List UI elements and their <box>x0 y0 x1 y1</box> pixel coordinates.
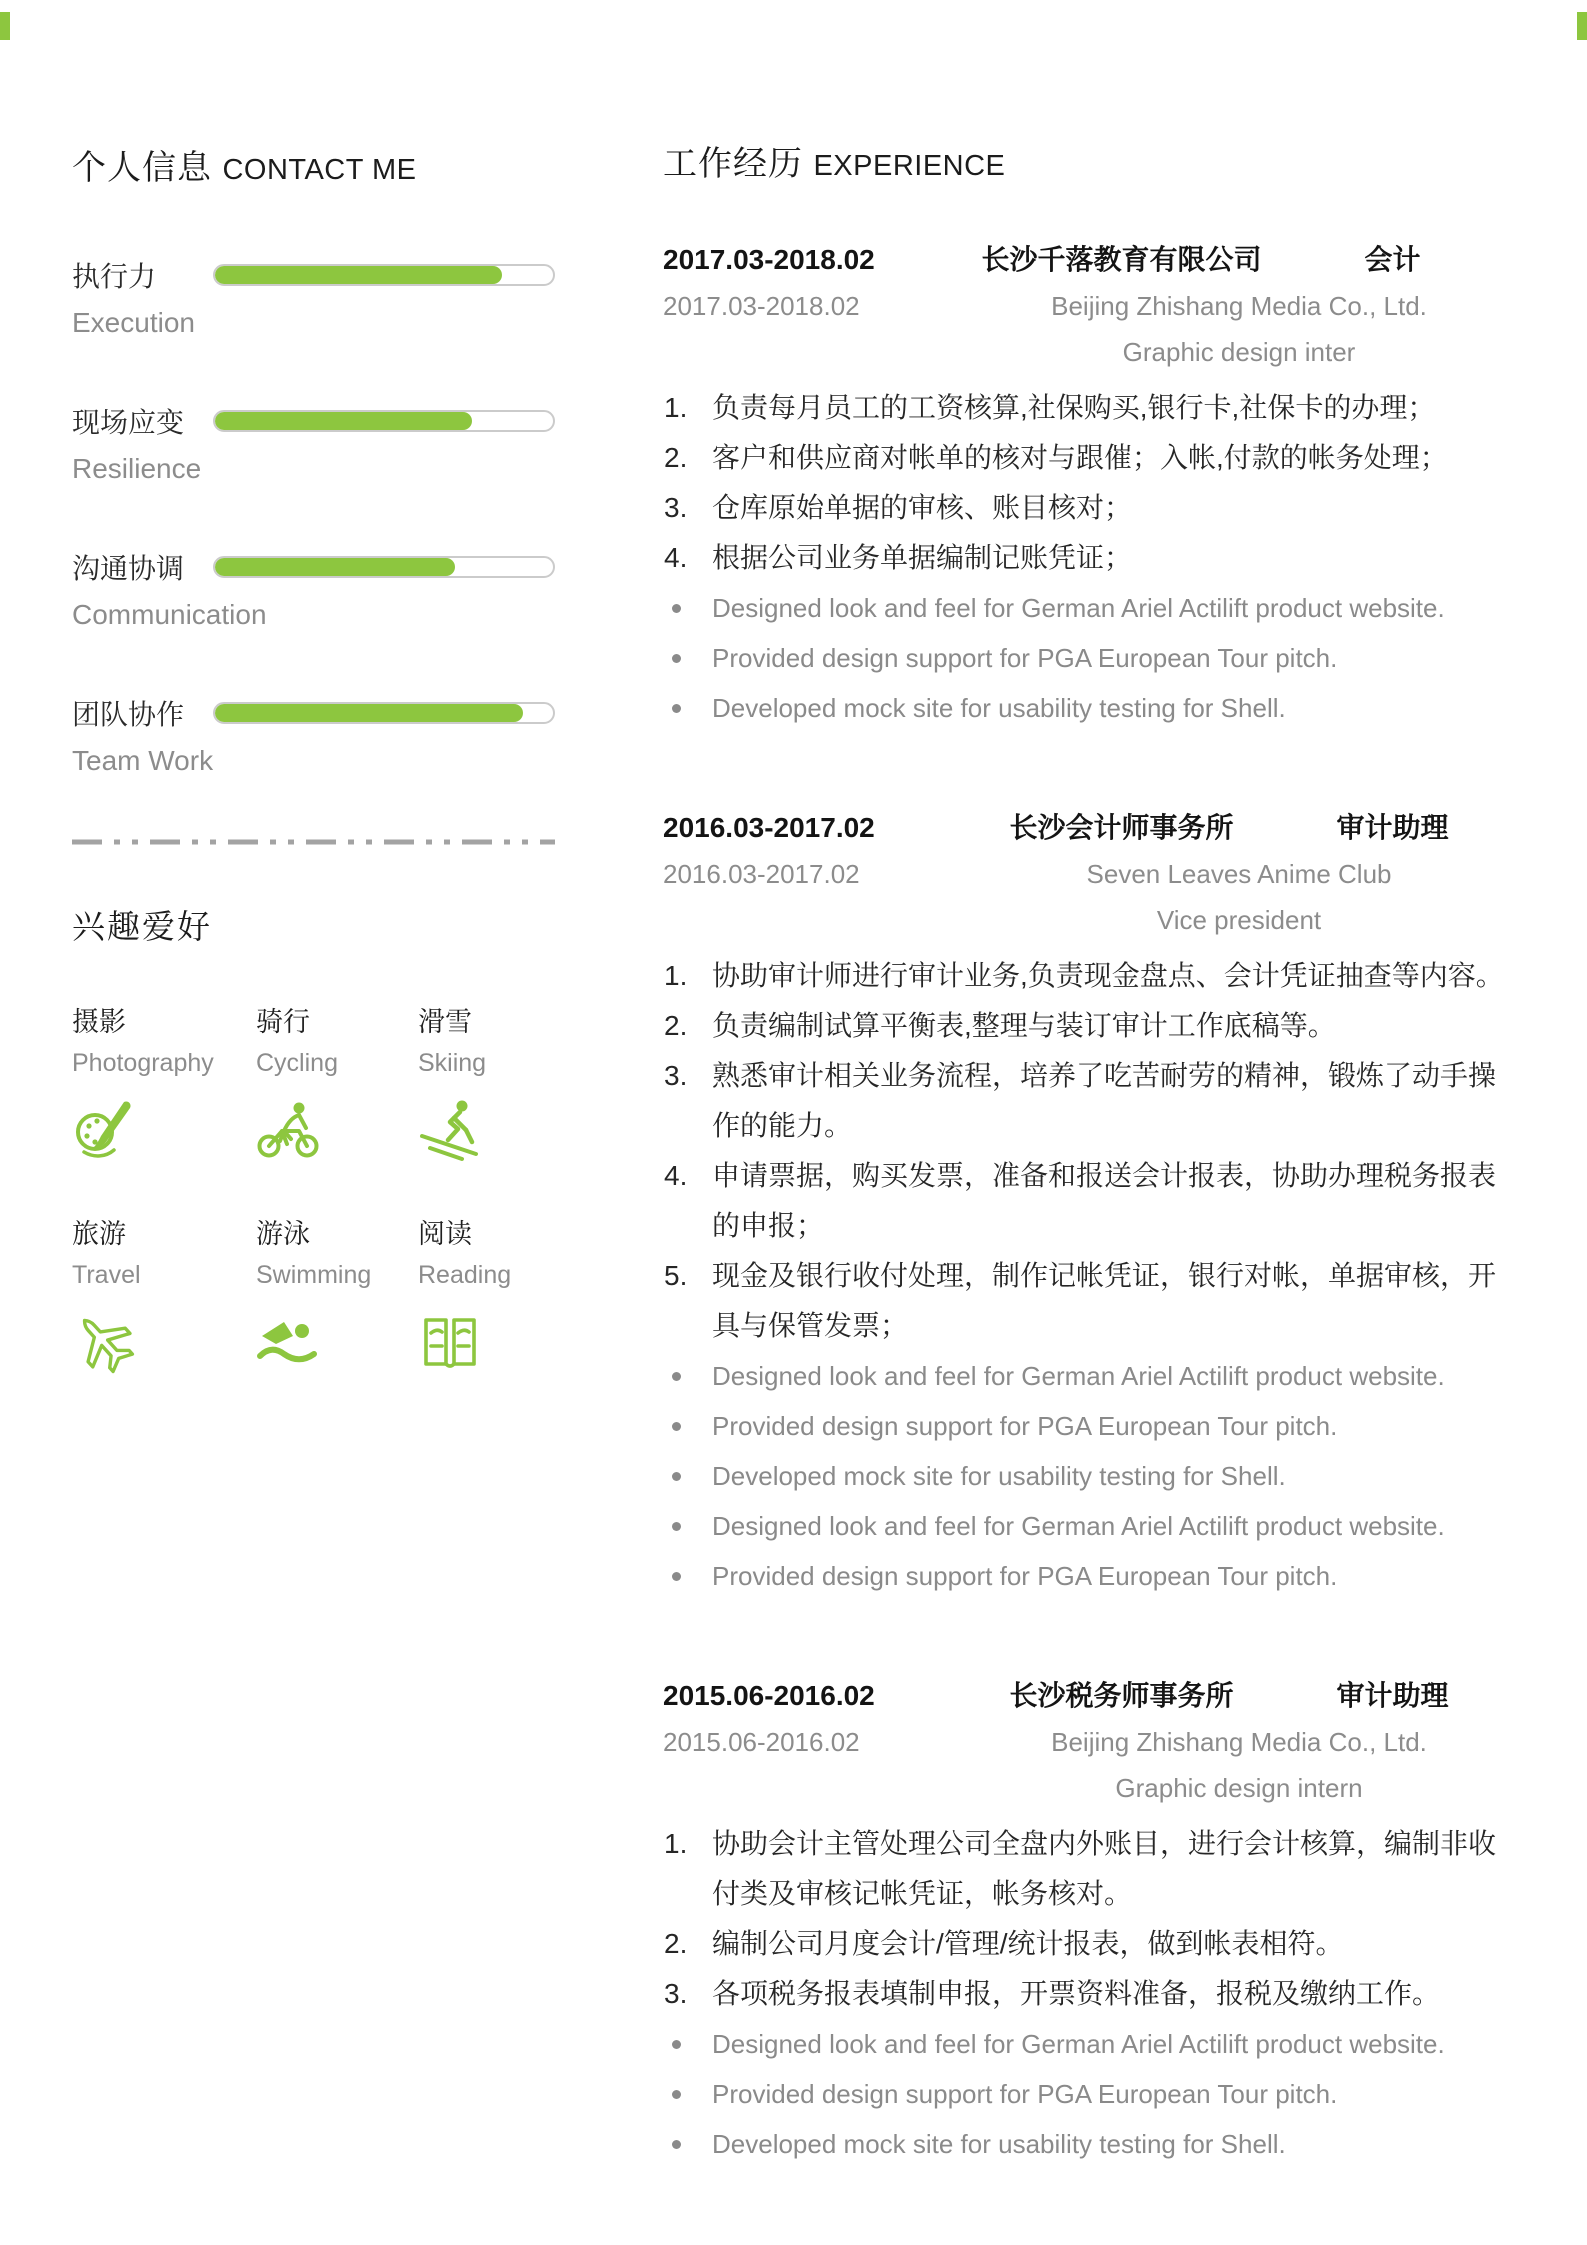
job-entry <box>663 1673 1510 2169</box>
job-header <box>663 237 1510 283</box>
job-subheader-row1 <box>663 1719 1510 1765</box>
job-date-en: 2015.06-2016.02 <box>663 1727 860 1757</box>
job-date-en: 2016.03-2017.02 <box>663 859 860 889</box>
job-date: 2015.06-2016.02 <box>663 1680 875 1711</box>
skill-progress-fill <box>215 412 472 430</box>
hobby-item <box>418 1000 555 1166</box>
job-bullets <box>663 1351 1510 1601</box>
skill-label-zh: 沟通协调 <box>72 553 185 584</box>
skills-list <box>72 255 555 777</box>
duty-item: 负责编制试算平衡表,整理与装订审计工作底稿等。 <box>712 1010 1336 1041</box>
contact-title-en: CONTACT ME <box>222 154 417 186</box>
hobby-item <box>256 1212 418 1378</box>
bullet-item: Provided design support for PGA European Tour pitch. <box>663 2069 1510 2119</box>
duty-item: 协助审计师进行审计业务,负责现金盘点、会计凭证抽查等内容。 <box>712 960 1504 991</box>
duty-item: 编制公司月度会计/管理/统计报表，做到帐表相符。 <box>712 1928 1344 1959</box>
duty-item: 仓库原始单据的审核、账目核对； <box>712 492 1133 523</box>
job-entry <box>663 805 1510 1601</box>
bullet-item: Developed mock site for usability testing for Shell. <box>663 2119 1510 2169</box>
job-duties <box>663 383 1510 583</box>
job-position: 会计 <box>1364 244 1421 275</box>
palette-brush-icon <box>72 1098 256 1166</box>
duty-item: 根据公司业务单据编制记账凭证； <box>712 542 1133 573</box>
contact-title-zh: 个人信息 <box>72 149 212 187</box>
page-edge-mark-left <box>0 12 10 40</box>
job-header <box>663 1673 1510 1719</box>
bullet-item: Designed look and feel for German Ariel Actilift product website. <box>663 2019 1510 2069</box>
duty-item: 负责每月员工的工资核算,社保购买,银行卡,社保卡的办理； <box>712 392 1436 423</box>
hobby-item <box>72 1212 256 1378</box>
hobby-label-zh: 滑雪 <box>418 1007 472 1037</box>
skier-icon <box>418 1098 555 1166</box>
hobby-label-zh: 游泳 <box>256 1219 310 1249</box>
skill-item <box>72 693 555 777</box>
hobby-label-en: Photography <box>72 1049 214 1077</box>
bullet-item: Designed look and feel for German Ariel Actilift product website. <box>663 1501 1510 1551</box>
bullet-item: Developed mock site for usability testing for Shell. <box>663 1451 1510 1501</box>
hobby-item <box>72 1000 256 1166</box>
job-subheader-row2 <box>663 329 1510 375</box>
bullet-item: Designed look and feel for German Ariel Actilift product website. <box>663 1351 1510 1401</box>
job-company: 长沙税务师事务所 <box>1009 1680 1234 1711</box>
skill-label-zh: 团队协作 <box>72 699 185 730</box>
job-subheader-row1 <box>663 283 1510 329</box>
hobby-label-zh: 摄影 <box>72 1007 126 1037</box>
hobby-item <box>418 1212 555 1378</box>
job-position: 审计助理 <box>1336 812 1449 843</box>
job-position-en: Graphic design intern <box>1115 1773 1363 1803</box>
job-company-en: Beijing Zhishang Media Co., Ltd. <box>1051 1727 1427 1757</box>
experience-section-title <box>663 136 1510 185</box>
hobby-item <box>256 1000 418 1166</box>
skill-progress-fill <box>215 558 455 576</box>
job-company: 长沙千落教育有限公司 <box>981 244 1262 275</box>
job-duties <box>663 951 1510 1351</box>
job-subheader-row2 <box>663 1765 1510 1811</box>
hobby-label-zh: 阅读 <box>418 1219 472 1249</box>
job-header <box>663 805 1510 851</box>
open-book-icon <box>418 1310 555 1378</box>
skill-label-en: Team Work <box>72 745 214 776</box>
job-bullets <box>663 2019 1510 2169</box>
skill-label-zh: 执行力 <box>72 261 157 292</box>
page-edge-mark-right <box>1577 12 1587 40</box>
job-subheader-row2 <box>663 897 1510 943</box>
skill-item <box>72 547 555 631</box>
experience-title-zh: 工作经历 <box>663 145 803 183</box>
skill-label-en: Execution <box>72 307 195 338</box>
duty-item: 各项税务报表填制申报，开票资料准备，报税及缴纳工作。 <box>712 1978 1441 2009</box>
job-duties <box>663 1819 1510 2019</box>
skill-progress-track <box>213 702 555 724</box>
skill-progress-fill <box>215 704 523 722</box>
job-company-en: Beijing Zhishang Media Co., Ltd. <box>1051 291 1427 321</box>
contact-section-title <box>72 140 555 189</box>
job-position-en: Vice president <box>1156 905 1322 935</box>
duty-item: 申请票据，购买发票，准备和报送会计报表，协助办理税务报表的申报； <box>712 1160 1497 1241</box>
skill-label-en: Resilience <box>72 453 202 484</box>
duty-item: 协助会计主管处理公司全盘内外账目，进行会计核算，编制非收付类及审核记帐凭证，帐务核对。 <box>712 1828 1497 1909</box>
bullet-item: Provided design support for PGA European Tour pitch. <box>663 633 1510 683</box>
skill-item <box>72 401 555 485</box>
job-position: 审计助理 <box>1336 1680 1449 1711</box>
job-date: 2017.03-2018.02 <box>663 244 875 275</box>
job-company: 长沙会计师事务所 <box>1009 812 1234 843</box>
skill-progress-fill <box>215 266 502 284</box>
duty-item: 客户和供应商对帐单的核对与跟催；入帐,付款的帐务处理； <box>712 442 1448 473</box>
left-column <box>72 140 555 1378</box>
skill-label-en: Communication <box>72 599 267 630</box>
experience-title-en: EXPERIENCE <box>813 150 1006 182</box>
duty-item: 现金及银行收付处理，制作记帐凭证，银行对帐，单据审核，开具与保管发票； <box>712 1260 1497 1341</box>
hobbies-grid <box>72 1000 555 1378</box>
hobby-label-zh: 骑行 <box>256 1007 310 1037</box>
job-position-en: Graphic design inter <box>1122 337 1356 367</box>
skill-progress-track <box>213 410 555 432</box>
hobby-label-en: Reading <box>418 1261 512 1289</box>
hobby-label-en: Swimming <box>256 1261 372 1289</box>
hobby-label-zh: 旅游 <box>72 1219 126 1249</box>
job-date: 2016.03-2017.02 <box>663 812 875 843</box>
hobbies-section-title: 兴趣爱好 <box>72 908 212 945</box>
airplane-icon <box>72 1310 256 1378</box>
job-bullets <box>663 583 1510 733</box>
bullet-item: Designed look and feel for German Ariel Actilift product website. <box>663 583 1510 633</box>
hobby-label-en: Skiing <box>418 1049 487 1077</box>
skill-item <box>72 255 555 339</box>
bullet-item: Provided design support for PGA European Tour pitch. <box>663 1401 1510 1451</box>
skill-progress-track <box>213 264 555 286</box>
job-date-en: 2017.03-2018.02 <box>663 291 860 321</box>
cyclist-icon <box>256 1098 418 1166</box>
bullet-item: Provided design support for PGA European Tour pitch. <box>663 1551 1510 1601</box>
job-company-en: Seven Leaves Anime Club <box>1086 859 1392 889</box>
hobby-label-en: Cycling <box>256 1049 338 1077</box>
experience-column <box>663 136 1510 2169</box>
skill-progress-track <box>213 556 555 578</box>
dashed-divider <box>72 839 555 845</box>
jobs-list <box>663 237 1510 2169</box>
bullet-item: Developed mock site for usability testing for Shell. <box>663 683 1510 733</box>
duty-item: 熟悉审计相关业务流程，培养了吃苦耐劳的精神，锻炼了动手操作的能力。 <box>712 1060 1497 1141</box>
swimmer-icon <box>256 1310 418 1378</box>
job-subheader-row1 <box>663 851 1510 897</box>
skill-label-zh: 现场应变 <box>72 407 185 438</box>
job-entry <box>663 237 1510 733</box>
hobby-label-en: Travel <box>72 1261 141 1289</box>
